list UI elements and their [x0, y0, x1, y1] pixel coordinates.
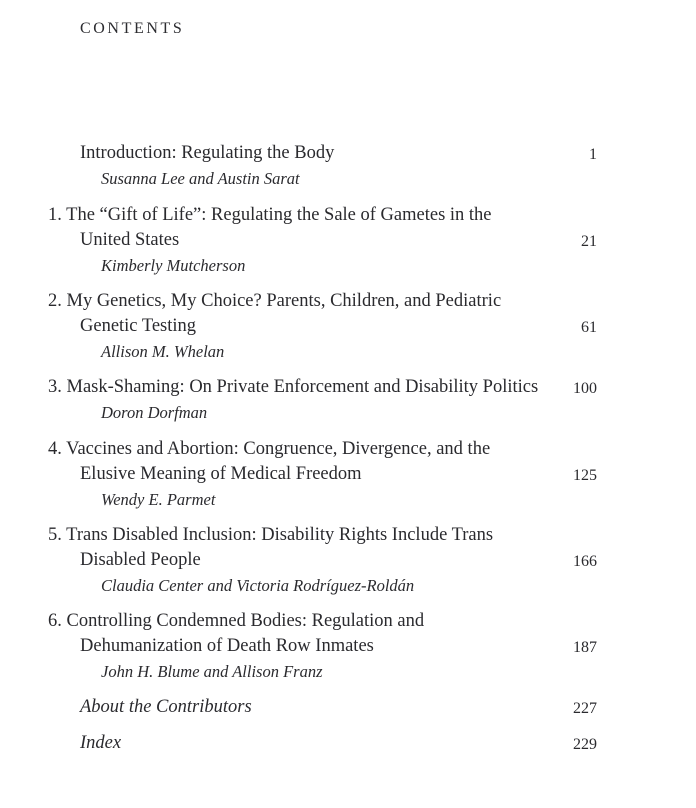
- entry-page-number: 61: [581, 319, 597, 336]
- entry-page-number: 125: [573, 467, 597, 484]
- entry-author: Allison M. Whelan: [101, 342, 225, 361]
- entry-author: Wendy E. Parmet: [101, 490, 216, 509]
- entry-page-number: 166: [573, 553, 597, 570]
- entry-page-number: 187: [573, 639, 597, 656]
- entry-author: Kimberly Mutcherson: [101, 256, 246, 275]
- entry-title[interactable]: 6. Controlling Condemned Bodies: Regulation and: [48, 611, 425, 631]
- entry-title-continued[interactable]: Dehumanization of Death Row Inmates: [80, 636, 374, 656]
- entry-page-number: 229: [573, 736, 597, 753]
- entry-title[interactable]: 2. My Genetics, My Choice? Parents, Children, and Pediatric: [48, 291, 502, 311]
- entry-page-number: 21: [581, 233, 597, 250]
- entry-page-number: 100: [573, 380, 597, 397]
- entry-title-continued[interactable]: Elusive Meaning of Medical Freedom: [80, 464, 362, 484]
- entry-title[interactable]: Introduction: Regulating the Body: [80, 143, 335, 163]
- entry-title-continued[interactable]: Disabled People: [80, 550, 201, 570]
- entry-page-number: 1: [589, 146, 597, 163]
- entry-title-continued[interactable]: United States: [80, 230, 180, 250]
- entry-title[interactable]: Index: [80, 733, 122, 753]
- entry-title[interactable]: 3. Mask-Shaming: On Private Enforcement and Disability Politics: [48, 377, 539, 397]
- entry-author: John H. Blume and Allison Franz: [101, 662, 323, 681]
- entry-title[interactable]: About the Contributors: [80, 697, 252, 717]
- entry-title[interactable]: 4. Vaccines and Abortion: Congruence, Divergence, and the: [48, 439, 491, 459]
- entry-title-continued[interactable]: Genetic Testing: [80, 316, 197, 336]
- entry-author: Susanna Lee and Austin Sarat: [101, 169, 300, 188]
- entry-author: Claudia Center and Victoria Rodríguez-Roldán: [101, 576, 415, 595]
- entry-page-number: 227: [573, 700, 597, 717]
- entry-title[interactable]: 5. Trans Disabled Inclusion: Disability Rights Include Trans: [48, 525, 494, 545]
- contents-heading: CONTENTS: [80, 20, 185, 37]
- entry-title[interactable]: 1. The “Gift of Life”: Regulating the Sale of Gametes in the: [48, 205, 492, 225]
- entry-author: Doron Dorfman: [101, 403, 208, 422]
